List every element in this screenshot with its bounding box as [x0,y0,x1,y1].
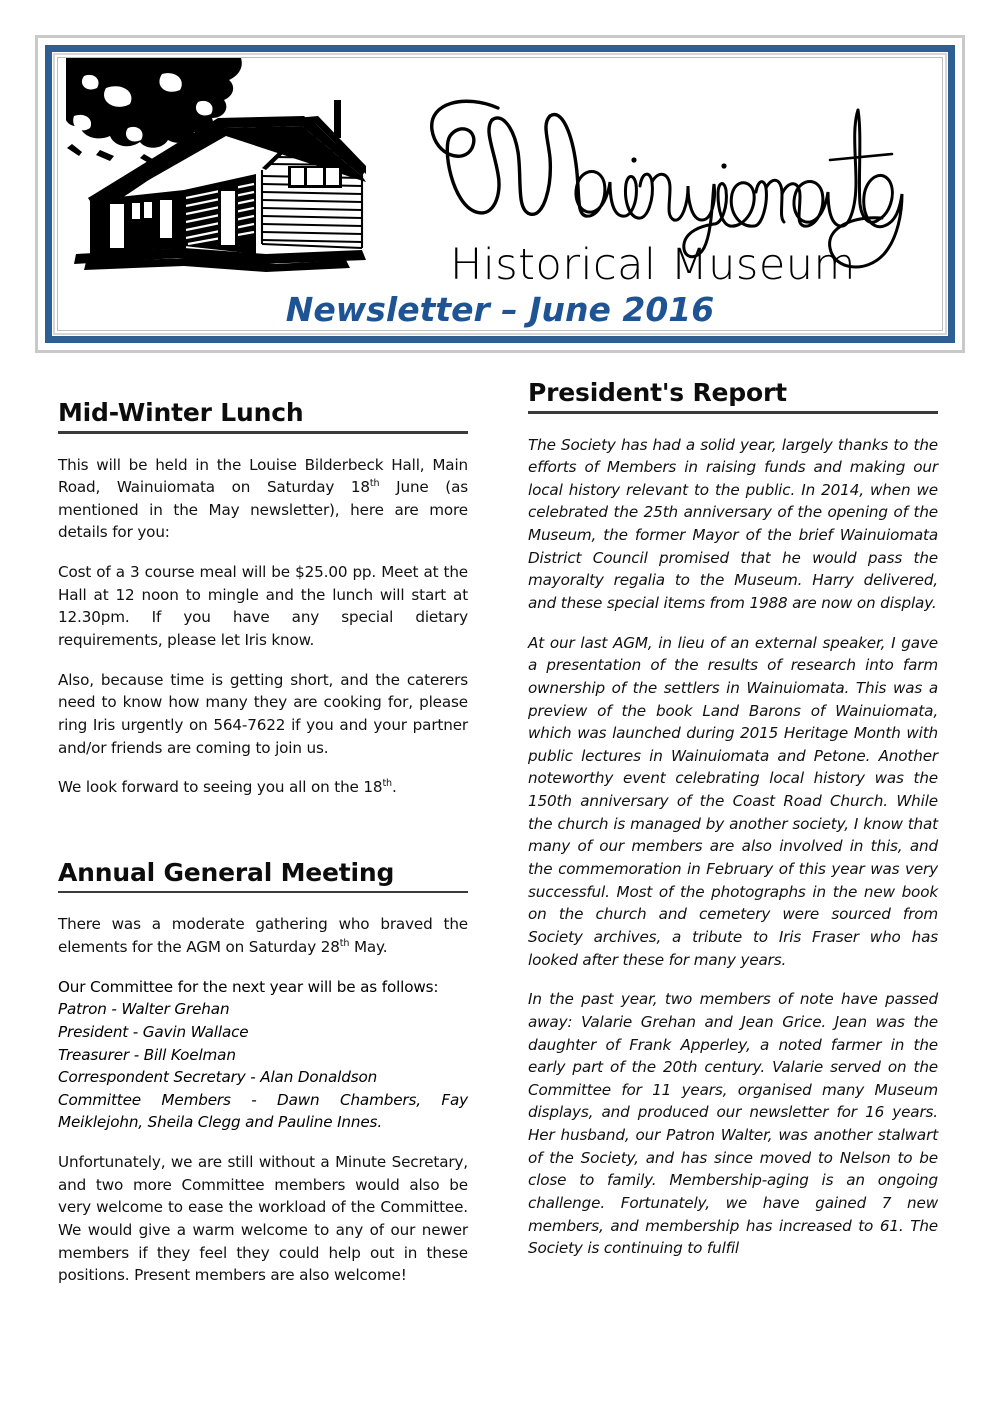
paragraph-lunch-venue [58,454,468,545]
committee-role-item: President - Gavin Wallace [58,1022,249,1041]
paragraph-vacancies: Unfortunately, we are still without a Minute Secretary, and two more Committee members would also be very welcome to ease the workload of the Committee. We would give a warm welcome to any of our newer members if they feel they could help out in these positions. Present members are also welcome! [58,1153,468,1285]
paragraph-agm-attendance [58,913,468,958]
newsletter-title: Newsletter – June 2016 [285,290,715,329]
heading-presidents-report: President's Report [528,378,787,407]
heading-annual-general-meeting: Annual General Meeting [58,857,395,887]
heading-mid-winter-lunch: Mid-Winter Lunch [58,398,304,427]
lunch-closing-text-b: . [391,778,397,797]
lunch-venue-text-a: This will be held in the Louise Bilderbeck Hall, Main Road, Wainuiomata on Saturday 18 [58,455,468,497]
heading-rule [58,431,468,434]
ordinal-suffix: th [369,478,380,490]
ordinal-suffix: th [382,778,392,790]
museum-subtitle: Historical Museum [450,240,856,290]
agm-attendance-text-a: There was a moderate gathering who braved the elements for the AGM on Saturday 28 [58,915,468,956]
committee-role-item: Patron - Walter Grehan [58,1000,230,1019]
agm-attendance-text-b: May. [349,937,388,956]
paragraph-lunch-rsvp: Also, because time is getting short, and the caterers need to know how many they are cooking for, please ring Iris urgently on 564-7622 if you and your partner and/or friends are coming to join us. [58,670,468,757]
heading-rule [58,891,468,894]
committee-members-item: Committee Members - Dawn Chambers, Fay Meiklejohn, Sheila Clegg and Pauline Innes. [58,1090,468,1132]
lunch-closing-text-a: We look forward to seeing you all on the 18 [58,778,383,797]
paragraph-report-agm-presentation: At our last AGM, in lieu of an external speaker, I gave a presentation of the results of research into farm ownership of the settlers in Wainuiomata. This was a preview of the book Land Barons of Wainuiomata, which was launched during 2015 Heritage Month with public lectures in Wainuiomata and Petone. Another noteworthy event celebrating local history was the 150th anniversary of the Coast Road Church. While the church is managed by another society, I know that many of our members are also involved in this, and the commemoration in February of this year was very successful. Most of the photographs in the new book on the church and cemetery were sourced from Society archives, a tribute to Iris Fraser who has looked after these for many years. [528,633,938,969]
section-spacer [58,816,468,858]
museum-building-illustration [66,58,416,288]
header-frame-white [41,41,959,347]
heading-rule [528,411,938,414]
paragraph-lunch-cost: Cost of a 3 course meal will be $25.00 pp. Meet at the Hall at 12 noon to mingle and the lunch will start at 12.30pm. If you have any special dietary requirements, please let Iris know. [58,563,468,649]
header-frame-blue [45,45,955,343]
committee-list [58,976,468,1134]
right-column [528,378,938,1260]
committee-role-item: Treasurer - Bill Koelman [58,1045,236,1064]
committee-role-item: Correspondent Secretary - Alan Donaldson [58,1068,378,1087]
paragraph-lunch-closing [58,776,468,799]
paragraph-report-year-summary: The Society has had a solid year, largely thanks to the efforts of Members in raising funds and making our local history relevant to the public. In 2014, when we celebrated the 25th anniversary of the opening of the Museum, the former Mayor of the brief Wainuiomata District Council promised that he would pass the mayoralty regalia to the Museum. Harry delivered, and these special items from 1988 are now on display. [528,435,938,612]
newsletter-header-banner [35,35,965,353]
left-column [58,398,468,1287]
paragraph-report-memorials: In the past year, two members of note have passed away: Valarie Grehan and Jean Grice. Jean was the daughter of Frank Apperley, a noted farmer in the early part of the 20th century. Valarie served on the Committee for 11 years, organised many Museum displays, and produced our newsletter for 16 years. Her husband, our Patron Walter, was another stalwart of the Society, and has since moved to Nelson to be close to family. Membership-aging is an ongoing challenge. Fortunately, we have gained 7 new members, and membership has increased to 61. The Society is continuing to fulfil [528,990,938,1258]
lunch-venue-text-b: June (as mentioned in the May newsletter), here are more details for you: [58,478,469,542]
committee-intro: Our Committee for the next year will be as follows: [58,977,439,996]
header-frame-inner [57,57,943,331]
ordinal-suffix: th [339,937,350,949]
